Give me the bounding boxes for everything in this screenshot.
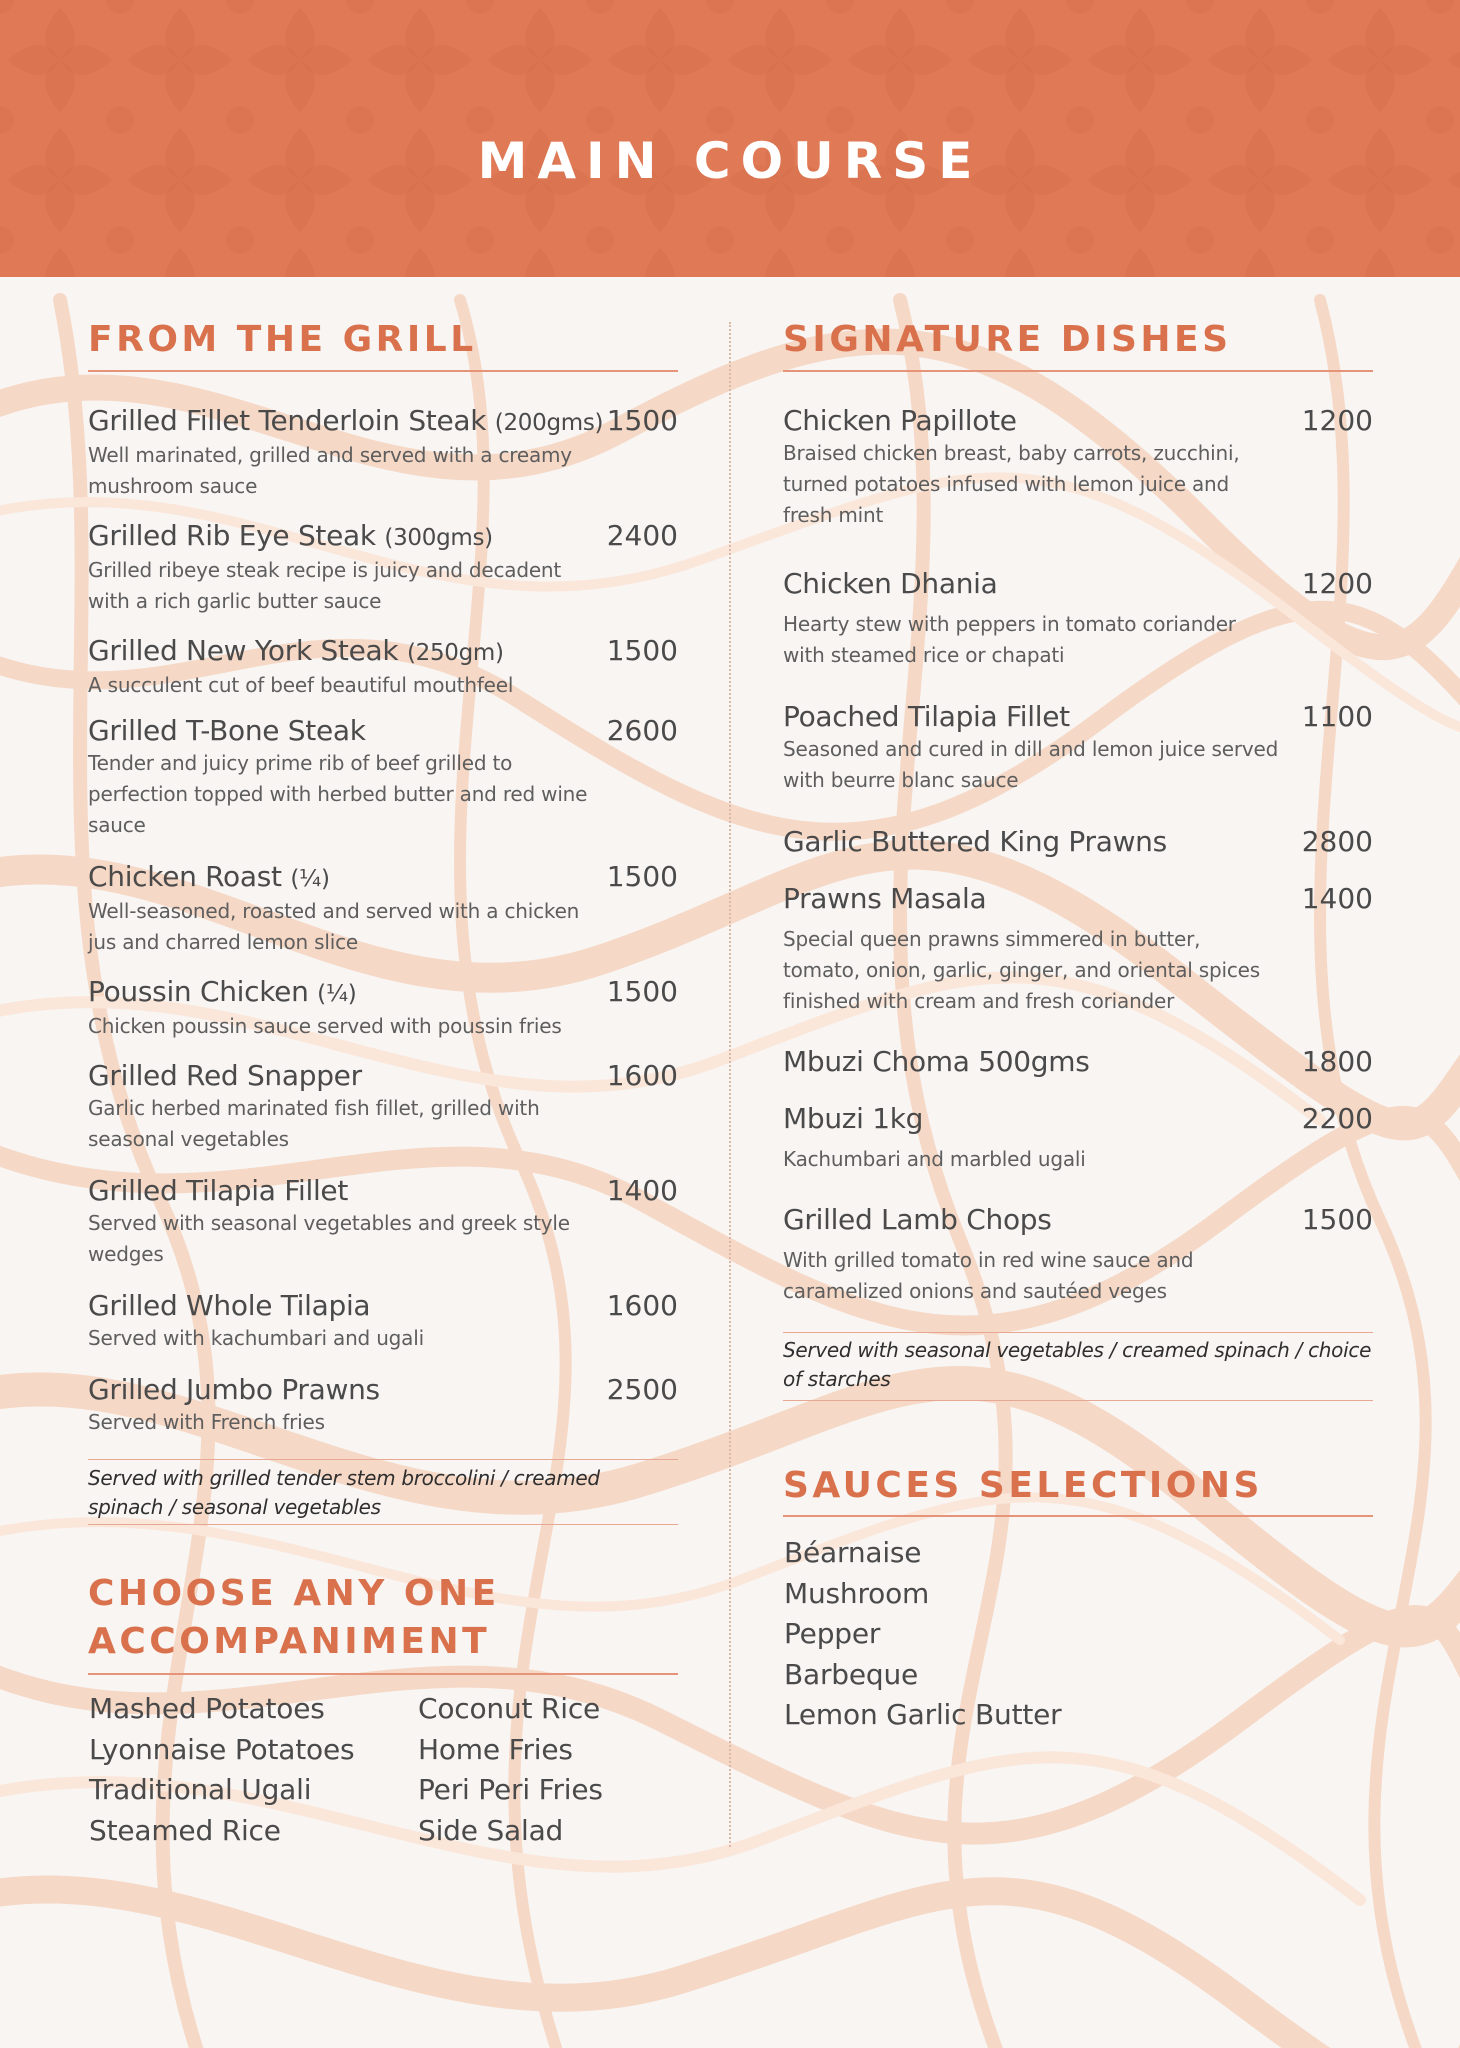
menu-item: [88, 1059, 678, 1155]
menu-item-price: 2200: [1301, 1102, 1373, 1135]
menu-item-description: Garlic herbed marinated fish fillet, grilled with seasonal vegetables: [88, 1096, 540, 1151]
menu-item-price: 1500: [606, 860, 678, 893]
menu-item-description: With grilled tomato in red wine sauce and caramelized onions and sautéed veges: [783, 1248, 1194, 1303]
menu-item-description: Served with seasonal vegetables and greek style wedges: [88, 1211, 570, 1266]
menu-item-name: [88, 1373, 678, 1407]
page-title: MAIN COURSE: [477, 132, 983, 190]
note-rule: [783, 1400, 1373, 1401]
menu-item-price: 2500: [606, 1373, 678, 1406]
menu-item-name: [88, 975, 678, 1011]
menu-item-description: Served with kachumbari and ugali: [88, 1326, 424, 1350]
menu-item-title: Garlic Buttered King Prawns: [783, 825, 1167, 858]
menu-item-name: [783, 567, 1373, 601]
sauce-item: Pepper: [784, 1617, 881, 1650]
menu-item-price: 1600: [606, 1059, 678, 1092]
menu-item-description: Special queen prawns simmered in butter, tomato, onion, garlic, ginger, and oriental spices finished with cream and fresh coriander: [783, 927, 1260, 1013]
menu-item-name: [783, 882, 1373, 916]
menu-item-name: [88, 634, 678, 670]
menu-item-title: Grilled Lamb Chops: [783, 1203, 1052, 1236]
accompaniment-item: Traditional Ugali: [89, 1773, 312, 1806]
menu-item-price: 1500: [606, 634, 678, 667]
menu-item-title: Grilled T-Bone Steak: [88, 714, 366, 747]
menu-item-portion: (¼): [290, 866, 330, 892]
menu-item: [88, 404, 678, 502]
menu-item-title: Grilled Whole Tilapia: [88, 1289, 371, 1322]
menu-item-price: 1500: [1301, 1203, 1373, 1236]
menu-item-price: 1100: [1301, 700, 1373, 733]
menu-item-description: Chicken poussin sauce served with poussin fries: [88, 1014, 562, 1038]
menu-item: [88, 519, 678, 617]
menu-item-name: [88, 1174, 678, 1208]
menu-item-name: [88, 714, 678, 748]
menu-item-name: [88, 404, 678, 440]
menu-item-price: 1400: [1301, 882, 1373, 915]
menu-item: [783, 825, 1373, 859]
menu-item-description: Seasoned and cured in dill and lemon juice served with beurre blanc sauce: [783, 737, 1279, 792]
accompaniment-item: Steamed Rice: [89, 1813, 281, 1847]
menu-item-title: Poached Tilapia Fillet: [783, 700, 1070, 733]
sauce-item: Barbeque: [784, 1657, 919, 1691]
menu-item-description: Kachumbari and marbled ugali: [783, 1147, 1086, 1171]
sauce-item: Lemon Garlic Butter: [784, 1698, 1062, 1731]
menu-item: [783, 1203, 1373, 1307]
menu-item-name: [783, 404, 1373, 438]
menu-item-title: Mbuzi 1kg: [783, 1102, 924, 1135]
menu-item: [88, 714, 678, 841]
menu-item-name: [88, 860, 678, 896]
section-rule: [783, 370, 1373, 372]
menu-item: [783, 1102, 1373, 1175]
section-rule: [783, 1515, 1373, 1517]
note-rule: [88, 1459, 678, 1460]
menu-item-portion: (¼): [317, 981, 357, 1007]
accompaniment-item: Side Salad: [418, 1813, 564, 1847]
menu-item-price: 1800: [1301, 1045, 1373, 1078]
section-rule: [88, 370, 678, 372]
menu-item-description: Well-seasoned, roasted and served with a chicken jus and charred lemon slice: [88, 899, 580, 954]
section-rule: [88, 1673, 678, 1675]
menu-item-name: [783, 825, 1373, 859]
accompaniment-item: Peri Peri Fries: [418, 1773, 603, 1806]
section-title-accompaniment-line1: CHOOSE ANY ONE: [88, 1573, 500, 1614]
menu-item-description: Served with French fries: [88, 1410, 325, 1434]
column-divider: [729, 322, 731, 1847]
menu-item-portion: (250gm): [406, 640, 504, 666]
menu-item-title: Poussin Chicken: [88, 975, 309, 1008]
menu-item: [783, 882, 1373, 1017]
menu-item-price: 1500: [606, 404, 678, 437]
menu-item: [783, 1045, 1373, 1079]
menu-item: [88, 1373, 678, 1438]
menu-item-title: Grilled New York Steak: [88, 634, 399, 667]
menu-item: [783, 404, 1373, 531]
menu-item-title: Grilled Red Snapper: [88, 1059, 362, 1092]
menu-item-name: [88, 1059, 678, 1093]
sauce-item: Mushroom: [784, 1576, 930, 1610]
menu-item: [783, 567, 1373, 671]
menu-item-name: [88, 519, 678, 555]
menu-item-description: A succulent cut of beef beautiful mouthfeel: [88, 673, 514, 697]
menu-item-title: Chicken Papillote: [783, 404, 1017, 437]
menu-item-description: Hearty stew with peppers in tomato coriander with steamed rice or chapati: [783, 612, 1236, 667]
menu-item-name: [88, 1289, 678, 1323]
menu-item: [88, 1174, 678, 1270]
accompaniment-item: Coconut Rice: [418, 1692, 601, 1725]
accompaniment-item: Home Fries: [418, 1732, 573, 1766]
menu-item: [88, 860, 678, 958]
menu-item: [783, 700, 1373, 796]
menu-item-title: Grilled Fillet Tenderloin Steak: [88, 404, 487, 437]
menu-item-title: Chicken Roast: [88, 860, 282, 893]
menu-item-title: Chicken Dhania: [783, 567, 998, 600]
note-rule: [783, 1332, 1373, 1333]
header-banner: [0, 0, 1460, 277]
menu-item: [88, 634, 678, 701]
menu-item: [88, 1289, 678, 1354]
note-rule: [88, 1524, 678, 1525]
menu-item-title: Mbuzi Choma 500gms: [783, 1045, 1090, 1078]
menu-item-title: Grilled Jumbo Prawns: [88, 1373, 380, 1406]
section-title-accompaniment-line2: ACCOMPANIMENT: [88, 1621, 491, 1662]
menu-item-name: [783, 1102, 1373, 1136]
menu-item-price: 2600: [606, 714, 678, 747]
menu-item-description: Grilled ribeye steak recipe is juicy and decadent with a rich garlic butter sauce: [88, 558, 562, 613]
menu-item-description: Well marinated, grilled and served with a creamy mushroom sauce: [88, 443, 572, 498]
menu-item-name: [783, 700, 1373, 734]
menu-item-title: Prawns Masala: [783, 882, 987, 915]
menu-item-price: 1200: [1301, 567, 1373, 600]
accompaniment-item: Mashed Potatoes: [89, 1692, 325, 1725]
menu-item-name: [783, 1045, 1373, 1079]
menu-item-description: Tender and juicy prime rib of beef grilled to perfection topped with herbed butter and red wine sauce: [88, 751, 588, 837]
menu-item-price: 2400: [606, 519, 678, 552]
menu-item-price: 1200: [1301, 404, 1373, 437]
menu-item-description: Braised chicken breast, baby carrots, zucchini, turned potatoes infused with lemon juice and fresh mint: [783, 441, 1240, 527]
menu-item-price: 1400: [606, 1174, 678, 1207]
menu-item-portion: (200gms): [494, 410, 604, 436]
menu-item-title: Grilled Tilapia Fillet: [88, 1174, 349, 1207]
menu-item-title: Grilled Rib Eye Steak: [88, 519, 376, 552]
accompaniment-item: Lyonnaise Potatoes: [89, 1732, 355, 1766]
menu-item-price: 1500: [606, 975, 678, 1008]
grill-note: Served with grilled tender stem broccolini / creamed spinach / seasonal vegetables: [88, 1466, 600, 1519]
menu-item-name: [783, 1203, 1373, 1237]
menu-item-price: 2800: [1301, 825, 1373, 858]
menu-item-price: 1600: [606, 1289, 678, 1322]
signature-note: Served with seasonal vegetables / creamed spinach / choice of starches: [783, 1338, 1372, 1391]
section-title-signature: SIGNATURE DISHES: [783, 319, 1232, 360]
menu-item: [88, 975, 678, 1042]
menu-item-portion: (300gms): [384, 525, 493, 551]
section-title-grill: FROM THE GRILL: [88, 319, 477, 360]
section-title-sauces: SAUCES SELECTIONS: [783, 1465, 1263, 1506]
sauce-item: Béarnaise: [784, 1536, 922, 1569]
